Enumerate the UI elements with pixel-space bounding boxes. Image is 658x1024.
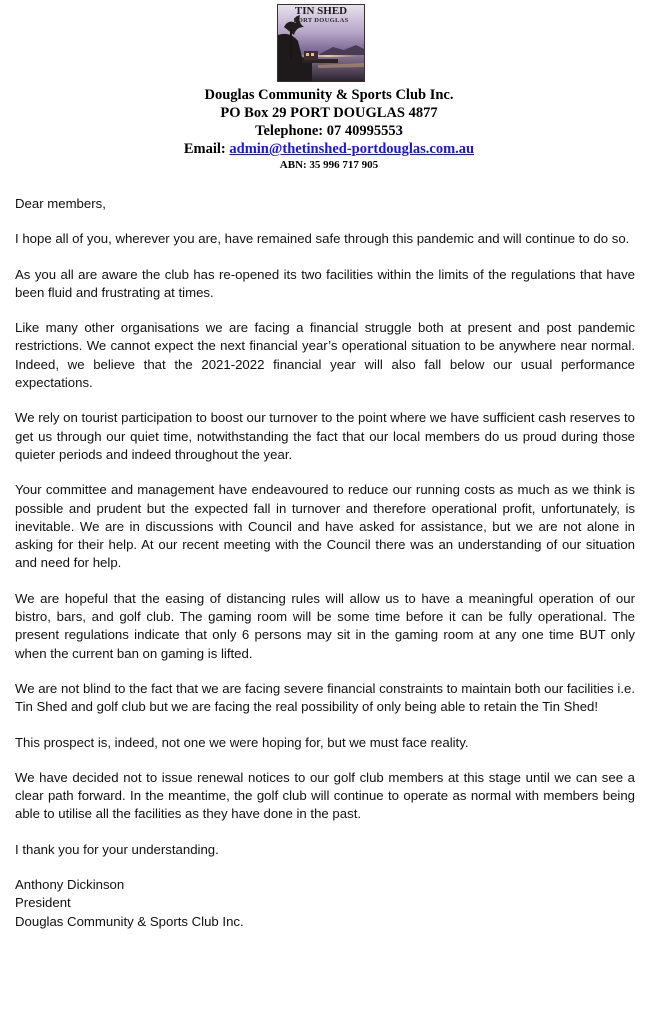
abn: ABN: 35 996 717 905 bbox=[279, 159, 379, 171]
letter-body bbox=[15, 195, 635, 931]
email-line bbox=[0, 140, 658, 158]
signoff bbox=[15, 876, 635, 931]
paragraph: We are not blind to the fact that we are facing severe financial constraints to maintain both our facilities i.e. Tin Shed and golf club but we are facing the real possibility of only being able to retain the Tin Shed! bbox=[15, 680, 635, 715]
paragraph: We rely on tourist participation to boost our turnover to the point where we have sufficient cash reserves to get us through our quiet time, notwithstanding the fact that our local members do us proud during those quieter periods and indeed throughout the year. bbox=[15, 410, 635, 462]
paragraph: I hope all of you, wherever you are, have remained safe through this pandemic and will continue to do so. bbox=[15, 231, 630, 247]
signoff-title: President bbox=[15, 895, 71, 911]
paragraph: I thank you for your understanding. bbox=[15, 841, 219, 857]
telephone: Telephone: 07 40995553 bbox=[255, 123, 403, 139]
paragraph: As you all are aware the club has re-opened its two facilities within the limits of the regulations that have been fluid and frustrating at times. bbox=[15, 266, 635, 300]
paragraph: We are hopeful that the easing of distancing rules will allow us to have a meaningful operation of our bistro, bars, and golf club. The gaming room will be some time before it can be fully operational. The present regulations indicate that only 6 persons may sit in the gaming room at any one time BUT only when the current ban on gaming is lifted. bbox=[15, 590, 635, 661]
tin-shed-logo bbox=[277, 4, 365, 82]
po-box: PO Box 29 PORT DOUGLAS 4877 bbox=[220, 105, 438, 121]
logo-title: TIN SHED bbox=[294, 5, 348, 17]
signoff-name: Anthony Dickinson bbox=[15, 877, 125, 893]
org-name: Douglas Community & Sports Club Inc. bbox=[204, 87, 454, 103]
email-label: Email: bbox=[183, 141, 230, 157]
salutation: Dear members, bbox=[15, 196, 106, 211]
email-link[interactable]: admin@thetinshed-portdouglas.com.au bbox=[229, 141, 475, 157]
paragraph: We have decided not to issue renewal notices to our golf club members at this stage until we can see a clear path forward. In the meantime, the golf club will continue to operate as normal with members being able to utilise all the facilities as they have done in the past. bbox=[15, 769, 635, 822]
logo-subtitle: PORT DOUGLAS bbox=[293, 17, 349, 24]
paragraph: This prospect is, indeed, not one we were hoping for, but we must face reality. bbox=[15, 734, 469, 750]
paragraph: Like many other organisations we are facing a financial struggle both at present and post pandemic restrictions. We cannot expect the next financial year’s operational situation to be anywhere near normal. Indeed, we believe that the 2021-2022 financial year will also fall below our usual performance expectations. bbox=[15, 320, 635, 391]
paragraph: Your committee and management have endeavoured to reduce our running costs as much as we think is possible and prudent but the expected fall in turnover and therefore operational profit, unfortunately, is inevitable. We are in discussions with Council and have asked for assistance, but we are not alone in asking for their help. At our recent meeting with the Council there was an understanding of our situation and need for help. bbox=[15, 482, 635, 571]
letterhead bbox=[0, 86, 658, 172]
signoff-organisation: Douglas Community & Sports Club Inc. bbox=[15, 913, 244, 929]
